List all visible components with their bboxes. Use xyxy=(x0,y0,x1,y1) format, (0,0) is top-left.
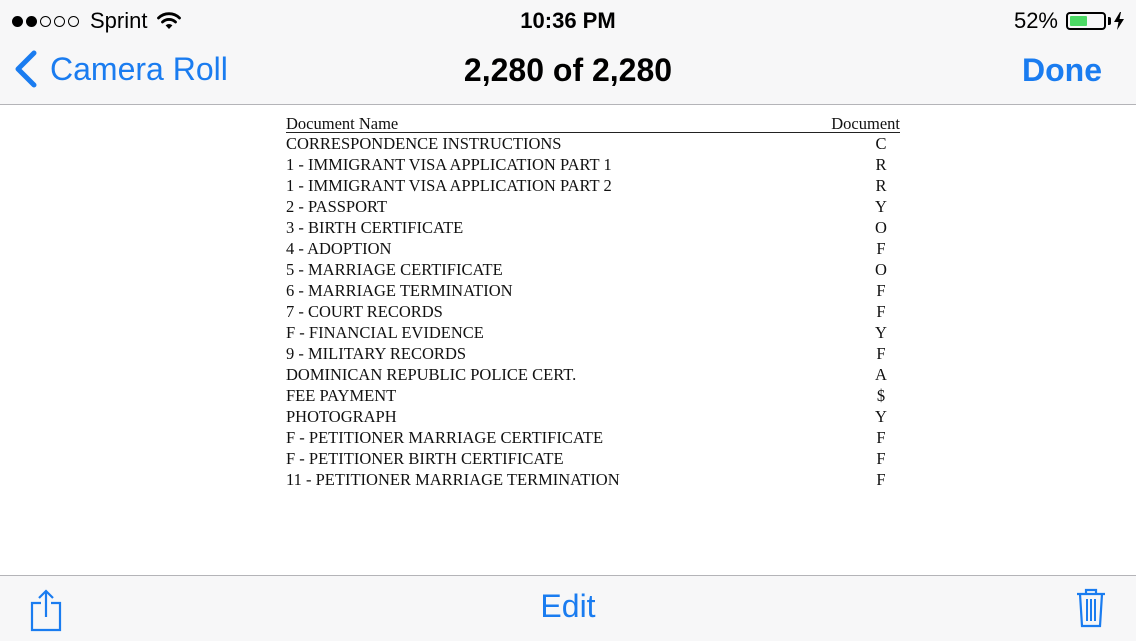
charging-bolt-icon xyxy=(1114,12,1124,30)
bottom-toolbar xyxy=(0,575,1136,641)
table-row xyxy=(286,364,900,385)
table-row xyxy=(286,469,900,490)
document-code: R xyxy=(875,176,887,195)
table-row xyxy=(286,427,900,448)
trash-button[interactable] xyxy=(1076,588,1106,633)
battery-icon xyxy=(1066,12,1106,30)
document-code: F xyxy=(876,302,886,321)
document-name: F - PETITIONER MARRIAGE CERTIFICATE xyxy=(286,428,604,447)
table-row xyxy=(286,133,900,154)
document-photo xyxy=(286,113,900,490)
table-row xyxy=(286,406,900,427)
document-name: 1 - IMMIGRANT VISA APPLICATION PART 2 xyxy=(286,176,612,195)
top-bar xyxy=(0,0,1136,105)
document-code: Y xyxy=(875,197,887,216)
document-code: C xyxy=(875,134,887,153)
document-code: R xyxy=(875,155,887,174)
document-name: 4 - ADOPTION xyxy=(286,239,392,258)
document-name: FEE PAYMENT xyxy=(286,386,397,405)
table-row xyxy=(286,301,900,322)
document-name: PHOTOGRAPH xyxy=(286,407,397,426)
table-row xyxy=(286,259,900,280)
document-name: F - PETITIONER BIRTH CERTIFICATE xyxy=(286,449,564,468)
header-document-code: Document xyxy=(831,114,900,133)
document-table-body xyxy=(286,133,900,490)
edit-button-wrap xyxy=(0,588,1136,625)
table-row xyxy=(286,175,900,196)
header-document-name: Document Name xyxy=(286,114,399,133)
document-name: 2 - PASSPORT xyxy=(286,197,388,216)
document-code: Y xyxy=(875,323,887,342)
document-code: F xyxy=(876,344,886,363)
document-table-header xyxy=(286,113,900,133)
table-row xyxy=(286,280,900,301)
document-code: F xyxy=(876,449,886,468)
status-bar xyxy=(0,0,1136,40)
document-name: 1 - IMMIGRANT VISA APPLICATION PART 1 xyxy=(286,155,612,174)
document-name: 6 - MARRIAGE TERMINATION xyxy=(286,281,513,300)
document-code: F xyxy=(876,428,886,447)
document-code: F xyxy=(876,470,886,489)
done-button[interactable]: Done xyxy=(1022,52,1102,88)
document-name: 9 - MILITARY RECORDS xyxy=(286,344,467,363)
back-button-label: Camera Roll xyxy=(50,50,228,87)
document-code: F xyxy=(876,239,886,258)
document-code: O xyxy=(875,218,887,237)
document-name: 3 - BIRTH CERTIFICATE xyxy=(286,218,464,237)
table-row xyxy=(286,154,900,175)
table-row xyxy=(286,217,900,238)
table-row xyxy=(286,448,900,469)
document-name: 5 - MARRIAGE CERTIFICATE xyxy=(286,260,503,279)
table-row xyxy=(286,322,900,343)
battery-nub xyxy=(1108,17,1111,25)
trash-icon xyxy=(1076,588,1106,628)
document-name: 7 - COURT RECORDS xyxy=(286,302,443,321)
battery-percent: 52% xyxy=(1013,8,1058,33)
document-name: F - FINANCIAL EVIDENCE xyxy=(286,323,484,342)
navigation-bar xyxy=(0,44,1136,100)
table-row xyxy=(286,238,900,259)
document-name: 11 - PETITIONER MARRIAGE TERMINATION xyxy=(286,470,620,489)
document-name: CORRESPONDENCE INSTRUCTIONS xyxy=(286,134,562,153)
battery-level xyxy=(1070,16,1087,26)
status-right xyxy=(1014,8,1124,34)
document-code: O xyxy=(875,260,887,279)
document-code: Y xyxy=(875,407,887,426)
carrier-name: Sprint xyxy=(90,8,148,33)
table-row xyxy=(286,343,900,364)
photo-counter-title: 2,280 of 2,280 xyxy=(463,52,673,88)
document-code: F xyxy=(876,281,886,300)
edit-button[interactable]: Edit xyxy=(540,588,596,624)
table-row xyxy=(286,196,900,217)
table-row xyxy=(286,385,900,406)
document-code: A xyxy=(875,365,887,384)
status-time: 10:36 PM xyxy=(520,8,616,33)
document-code: $ xyxy=(876,386,886,405)
document-name: DOMINICAN REPUBLIC POLICE CERT. xyxy=(286,365,577,384)
